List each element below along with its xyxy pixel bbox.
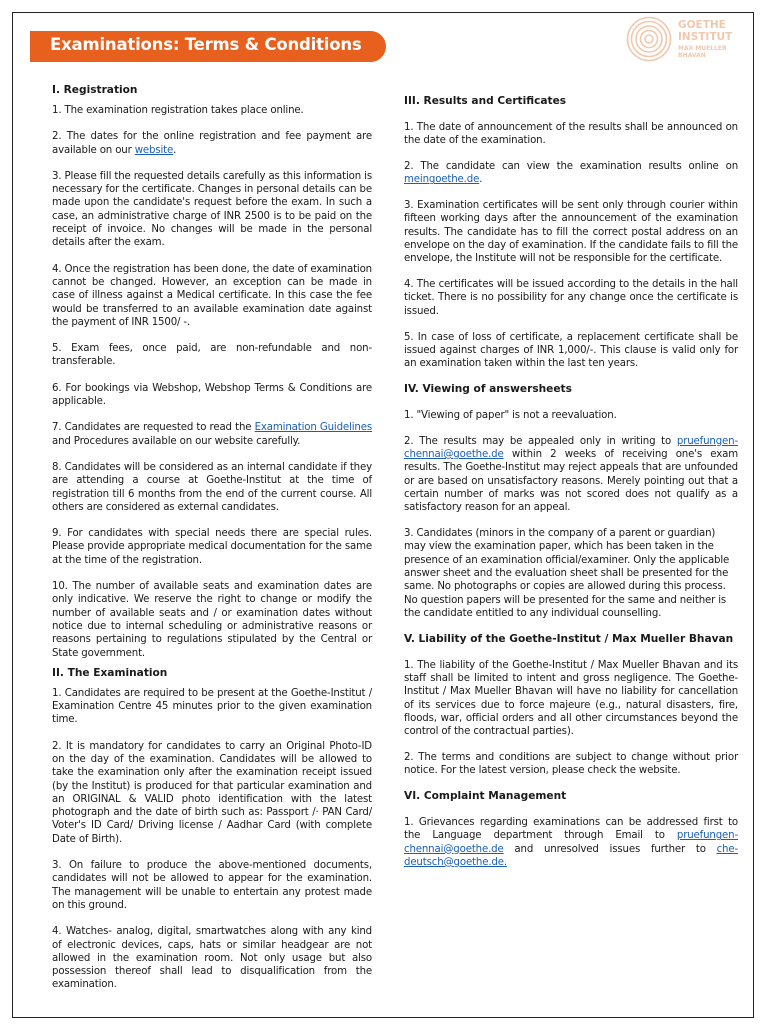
- section-heading-viewing: IV. Viewing of answersheets: [404, 382, 572, 395]
- logo-text-institut: INSTITUT: [678, 31, 733, 43]
- goethe-circles-logo-icon: [626, 16, 672, 62]
- registration-item-5: 5. Exam fees, once paid, are non-refundable and non-transferable.: [52, 343, 372, 368]
- che-deutsch-email-link[interactable]: che-deutsch@goethe.de.: [404, 843, 738, 868]
- viewing-item-2: 2. The results may be appealed only in writing to pruefungen-chennai@goethe.de within 2 weeks of receiving one's exam results. The Goethe-Institut may reject appeals that are unfounded or are based on unsatisfactory reasons. Merely pointing out that a certain number of marks was not scored does not qualify as a satisfactory reason for an appeal.: [404, 435, 738, 514]
- meingoethe-link[interactable]: meingoethe.de: [404, 174, 480, 186]
- section-heading-complaint: VI. Complaint Management: [404, 789, 567, 802]
- left-column: [52, 84, 372, 1005]
- viewing-item-3: 3. Candidates (minors in the company of a parent or guardian) may view the examination paper, which has been taken in the presence of an examination official/examiner. Only the applicable answer sheet and the evaluation sheet shall be presented for the same. No photographs or copies are allowed during this process. No question papers will be presented for the same and neither is the candidate entitled to any individual counselling.: [404, 528, 730, 619]
- registration-item-1: 1. The examination registration takes place online.: [52, 105, 304, 116]
- results-item-4: 4. The certificates will be issued according to the details in the hall ticket. There is no possibility for any change once the certificate is issued.: [404, 279, 738, 317]
- right-column: [404, 95, 738, 882]
- registration-item-6: 6. For bookings via Webshop, Webshop Terms & Conditions are applicable.: [52, 382, 372, 408]
- complaint-item-1: 1. Grievances regarding examinations can be addressed first to the Language department through Email to pruefungen-chennai@goethe.de and unresolved issues further to che-deutsch@goethe.de.: [404, 816, 738, 868]
- liability-item-1: 1. The liability of the Goethe-Institut / Max Mueller Bhavan and its staff shall be limited to intent and gross negligence. The Goethe-Institut / Max Mueller Bhavan will have no liability for cancellation of its services due to force majeure (e.g., natural disasters, fire, floods, war, official orders and all other circumstances beyond the control of the contractual parties).: [404, 659, 738, 738]
- registration-item-7: 7. Candidates are requested to read the Examination Guidelines and Procedures available on our website carefully.: [52, 422, 372, 447]
- examination-item-4: 4. Watches- analog, digital, smartwatches along with any kind of electronic devices, caps, hats or similar headgear are not allowed in the examination room. Not only usage but also possession thereof shall lead to disqualification from the examination.: [52, 926, 372, 991]
- examination-item-2: 2. It is mandatory for candidates to carry an Original Photo-ID on the day of the examination. Candidates will be allowed to take the examination only after the examination receipt issued (by the Institut) is produced for that particular examination and an ORIGINAL & VALID photo identification with the latest photograph and the date of birth such as: Passport /· PAN Card/ Voter's ID Card/ Driving license / Aadhar Card (with complete Date of Birth).: [52, 740, 372, 845]
- results-item-5: 5. In case of loss of certificate, a replacement certificate shall be issued against charges of INR 1,000/-. This clause is valid only for an examination taken within the last ten years.: [404, 331, 738, 370]
- examination-item-3: 3. On failure to produce the above-mentioned documents, candidates will not be allowed to appear for the examination. The management will be unable to entertain any protest made on this ground.: [52, 860, 372, 911]
- results-item-1: 1. The date of announcement of the results shall be announced on the date of the examination.: [404, 122, 738, 147]
- page-title: Examinations: Terms & Conditions: [50, 35, 362, 54]
- liability-item-2: 2. The terms and conditions are subject to change without prior notice. For the latest version, please check the website.: [404, 751, 738, 777]
- registration-item-4: 4. Once the registration has been done, the date of examination cannot be changed. However, an exception can be made in case of illness against a Medical certificate. In this case the fee would be transferred to an available examination date against the payment of INR 1500/ -.: [52, 263, 372, 328]
- section-heading-results: III. Results and Certificates: [404, 95, 567, 107]
- pruefungen-email-link-2[interactable]: pruefungen-chennai@goethe.de: [404, 830, 738, 855]
- examination-item-1: 1. Candidates are required to be present at the Goethe-Institut / Examination Centre 45 minutes prior to the given examination time.: [52, 687, 372, 726]
- registration-item-8: 8. Candidates will be considered as an internal candidate if they are attending a course at Goethe-Institut at the time of registration till 6 months from the end of the current course. All others are considered as external candidates.: [52, 461, 372, 513]
- examination-guidelines-link[interactable]: Examination Guidelines: [254, 422, 372, 434]
- registration-item-3: 3. Please fill the requested details carefully as this information is necessary for the certificate. Changes in personal details can be made upon the candidate's request before the exam. In such a case, an administrative charge of INR 2500 is to be paid on the receipt of invoice. No changes will be made in the personal details after the exam.: [52, 170, 372, 249]
- registration-item-10: 10. The number of available seats and examination dates are only indicative. We reserve the right to change or modify the number of available seats and / or examination dates without notice due to internal scheduling or administrative reasons or reasons pertaining to regulations stipulated by the Central or State government.: [52, 581, 372, 659]
- goethe-institut-logo: [626, 16, 744, 62]
- section-heading-examination: II. The Examination: [52, 666, 168, 679]
- registration-item-2: 2. The dates for the online registration and fee payment are available on our website.: [52, 131, 372, 156]
- results-item-3: 3. Examination certificates will be sent only through courier within fifteen working days after the announcement of the examination results. The candidate has to fill the correct postal address on an envelope on the day of examination. If the candidate fails to fill the envelope, the Institute will not be responsible for the certificate.: [404, 200, 738, 265]
- registration-item-9: 9. For candidates with special needs there are special rules. Please provide appropriate medical documentation for the same at the time of the registration.: [52, 528, 372, 566]
- section-heading-registration: I. Registration: [52, 84, 138, 96]
- logo-text-bhavan: BHAVAN: [678, 52, 706, 59]
- website-link[interactable]: website: [134, 144, 174, 156]
- logo-text-goethe: GOETHE: [678, 19, 726, 31]
- title-banner: [30, 31, 386, 62]
- pruefungen-email-link[interactable]: pruefungen-chennai@goethe.de: [404, 435, 738, 461]
- logo-text-max-mueller: MAX MUELLER: [678, 45, 727, 52]
- viewing-item-1: 1. "Viewing of paper" is not a reevaluation.: [404, 409, 617, 421]
- section-heading-liability: V. Liability of the Goethe-Institut / Max Mueller Bhavan: [404, 632, 734, 645]
- results-item-2: 2. The candidate can view the examination results online on meingoethe.de.: [404, 161, 738, 186]
